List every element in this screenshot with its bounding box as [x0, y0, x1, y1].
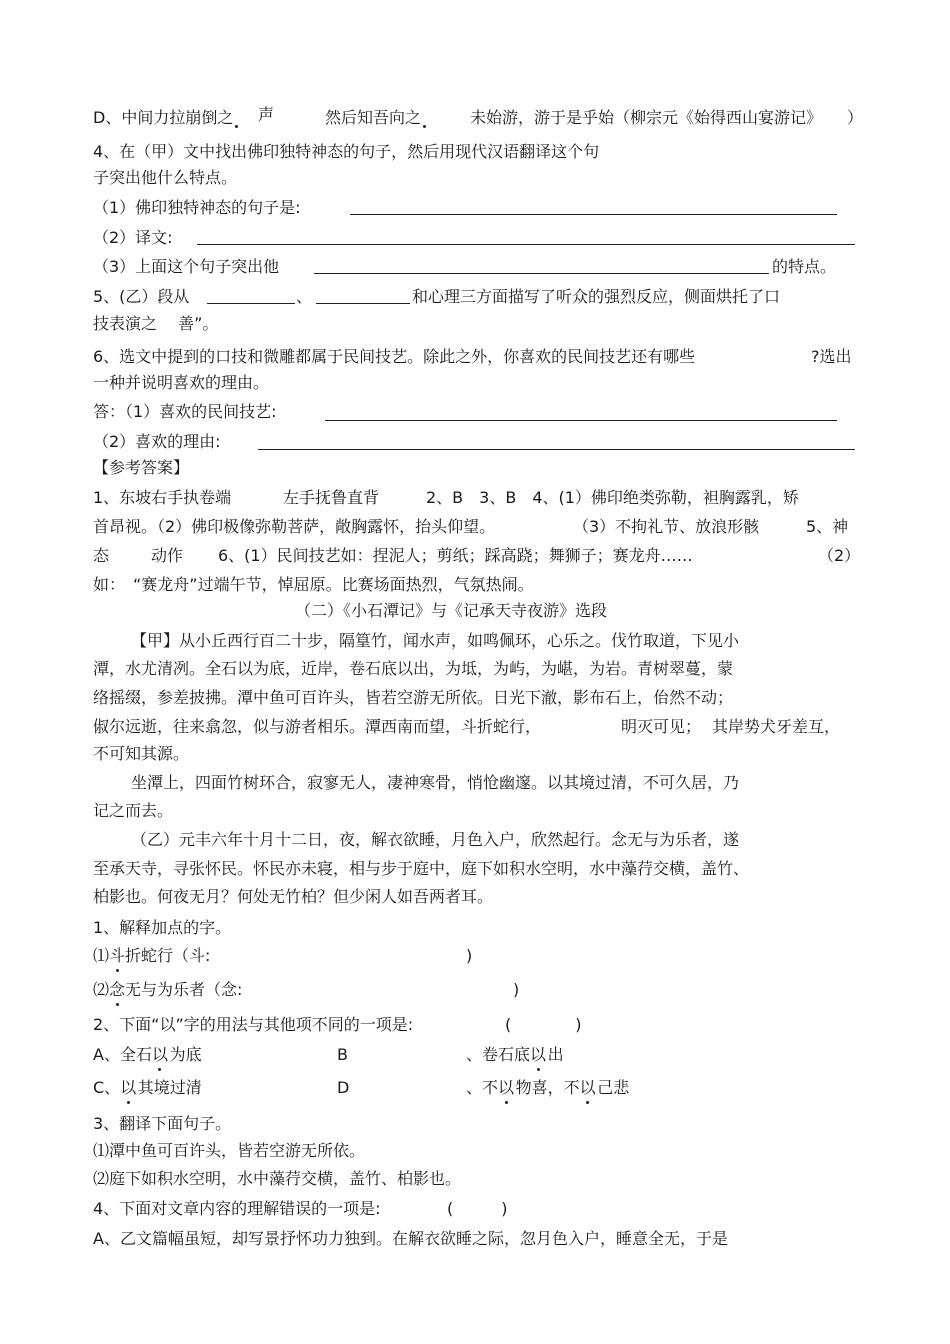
q4-answer3-suffix: 的特点。 — [772, 257, 837, 276]
answers-line2-b: （3）不拘礼节、放浪形骸 — [573, 517, 760, 536]
dotted-char: 以 — [498, 1078, 515, 1097]
q4-answer3-label: （3）上面这个句子突出他 — [93, 257, 280, 276]
answers-line1-b: 左手抚鲁直背 — [283, 488, 380, 507]
q4-answer3-blank[interactable] — [314, 273, 769, 274]
answers-line2-a: 首昂视。（2）佛印极像弥勒菩萨，敞胸露怀，抬头仰望。 — [93, 517, 496, 536]
option-d-part1: D、中间力拉崩倒之 — [93, 108, 234, 127]
q2-option-d: 、不以 物喜，不以 己悲 — [466, 1078, 630, 1097]
q5-separator: 、 — [296, 287, 313, 306]
q1-heading: 1、解释加点的字。 — [93, 918, 232, 937]
jia-line4-b: 明灭可见； — [621, 717, 702, 736]
answers-line4: 如： “赛龙舟”过端午节，悼屈原。比赛场面热烈，气氛热闹。 — [93, 575, 534, 594]
q4-answer2-label: （2）译文: — [93, 228, 173, 247]
option-d-part2: 声 — [258, 105, 275, 124]
jia-line4-a: 俶尔远逝，往来翕忽，似与游者相乐。潭西南而望，斗折蛇行， — [93, 717, 542, 736]
q5-text: 和心理三方面描写了听众的强烈反应，侧面烘托了口 — [412, 287, 781, 306]
option-d-part4: 未始游，游于是乎始（柳宗元《始得西山宴游记》 — [470, 108, 823, 127]
answers-title: 【参考答案】 — [93, 458, 190, 477]
q6-answer1-blank[interactable] — [325, 420, 837, 421]
q3a: ⑴潭中鱼可百许头，皆若空游无所依。 — [93, 1141, 366, 1160]
q2-option-a: A、全石以 为底 — [93, 1045, 202, 1064]
jia-line7: 记之而去。 — [93, 801, 174, 820]
answers-line3-d: （2） — [818, 546, 861, 565]
yi-line1: （乙）元丰六年十月十二日，夜，解衣欲睡，月色入户，欣然起行。念无与为乐者，遂 — [131, 830, 740, 849]
q4-line2: 子突出他什么特点。 — [93, 168, 238, 187]
q1b: ⑵念无与为乐者（念: — [93, 980, 243, 999]
option-d-part3: 然后知吾向之 — [325, 108, 422, 127]
dotted-char: 以 — [151, 1045, 168, 1064]
option-d — [93, 107, 239, 129]
q3-heading: 3、翻译下面句子。 — [93, 1114, 232, 1133]
q5-blank2[interactable] — [316, 303, 410, 304]
dotted-char: 以 — [120, 1078, 137, 1097]
jia-line3: 络摇缀，参差披拂。潭中鱼可百许头，皆若空游无所依。日光下澈，影布石上，佁然不动； — [93, 688, 734, 707]
q6-answer2-label: （2）喜欢的理由: — [93, 432, 221, 451]
dotted-char: 斗 — [109, 946, 126, 965]
jia-line1: 【甲】从小丘西行百二十步，隔篁竹，闻水声，如鸣佩环，心乐之。伐竹取道，下见小 — [131, 631, 740, 650]
answers-line3-a: 态 — [93, 546, 110, 565]
q4-answer1-label: （1）佛印独特神态的句子是: — [93, 198, 301, 217]
answers-line2-c: 5、神 — [806, 517, 849, 536]
q6-line1: 6、选文中提到的口技和微雕都属于民间技艺。除此之外，你喜欢的民间技艺还有哪些 — [93, 347, 696, 366]
q4-answer2-blank[interactable] — [197, 244, 855, 245]
jia-line5: 不可知其源。 — [93, 744, 190, 763]
yi-line3: 柏影也。何夜无月？何处无竹柏？但少闲人如吾两者耳。 — [93, 887, 494, 906]
dotted-char: 以 — [530, 1045, 547, 1064]
q2-option-d-label: D — [337, 1078, 350, 1097]
dotted-char: 以 — [579, 1078, 596, 1097]
q6-answer1-label: 答：（1）喜欢的民间技艺: — [93, 402, 277, 421]
jia-line2: 潭，水尤清冽。全石以为底，近岸，卷石底以出，为坻，为屿，为嵁，为岩。青树翠蔓，蒙 — [93, 659, 734, 678]
q6-line1-end: ?选出 — [811, 347, 852, 366]
q1b-close-paren: ) — [513, 980, 520, 999]
q1a-close-paren: ) — [466, 946, 473, 965]
yi-line2: 至承天寺，寻张怀民。怀民亦未寝，相与步于庭中，庭下如积水空明，水中藻荇交横，盖竹、 — [93, 859, 750, 878]
q4b-option-a: A、乙文篇幅虽短，却写景抒怀功力独到。在解衣欲睡之际，忽月色入户，睡意全无，于是 — [93, 1229, 728, 1248]
q2-option-b: 、卷石底以 出 — [466, 1045, 564, 1064]
q2-option-b-label: B — [337, 1045, 348, 1064]
option-d-part5: ） — [847, 108, 864, 127]
answers-line3-b: 动作 — [151, 546, 184, 565]
q4b-answer-paren[interactable]: ( ) — [447, 1199, 508, 1218]
q2-answer-paren[interactable]: ( ) — [505, 1015, 582, 1034]
q3b: ⑵庭下如积水空明，水中藻荇交横，盖竹、柏影也。 — [93, 1169, 462, 1188]
q4-answer1-blank[interactable] — [350, 214, 837, 215]
jia-line4-c: 其岸势犬牙差互， — [712, 717, 841, 736]
answers-line1-a: 1、东坡右手执卷端 — [93, 488, 232, 507]
q5-line2: 技表演之 善”。 — [93, 314, 219, 333]
section2-title: （二）《小石潭记》与《记承天寺夜游》选段 — [295, 601, 608, 620]
answers-line3-c: 6、(1）民间技艺如：捏泥人；剪纸；踩高跷；舞狮子；赛龙舟…… — [218, 546, 693, 565]
q5-label: 5、(乙）段从 — [93, 287, 190, 306]
jia-line6: 坐潭上，四面竹树环合，寂寥无人，凄神寒骨，悄怆幽邃。以其境过清，不可久居，乃 — [131, 773, 740, 792]
q2-heading: 2、下面“以”字的用法与其他项不同的一项是: — [93, 1015, 414, 1034]
q5-blank1[interactable] — [207, 303, 295, 304]
q6-answer2-blank[interactable] — [258, 449, 855, 450]
q6-line2: 一种并说明喜欢的理由。 — [93, 373, 270, 392]
dotted-char: 念 — [109, 980, 126, 999]
q4b-heading: 4、下面对文章内容的理解错误的一项是: — [93, 1199, 381, 1218]
q1a: ⑴斗折蛇行（斗: — [93, 946, 211, 965]
q2-option-c: C、以 其境过清 — [93, 1078, 202, 1097]
q4-line1: 4、在（甲）文中找出佛印独特神态的句子，然后用现代汉语翻译这个句 — [93, 142, 600, 161]
answers-line1-c: 2、B 3、B 4、(1）佛印绝类弥勒，袒胸露乳，矫 — [426, 488, 799, 507]
